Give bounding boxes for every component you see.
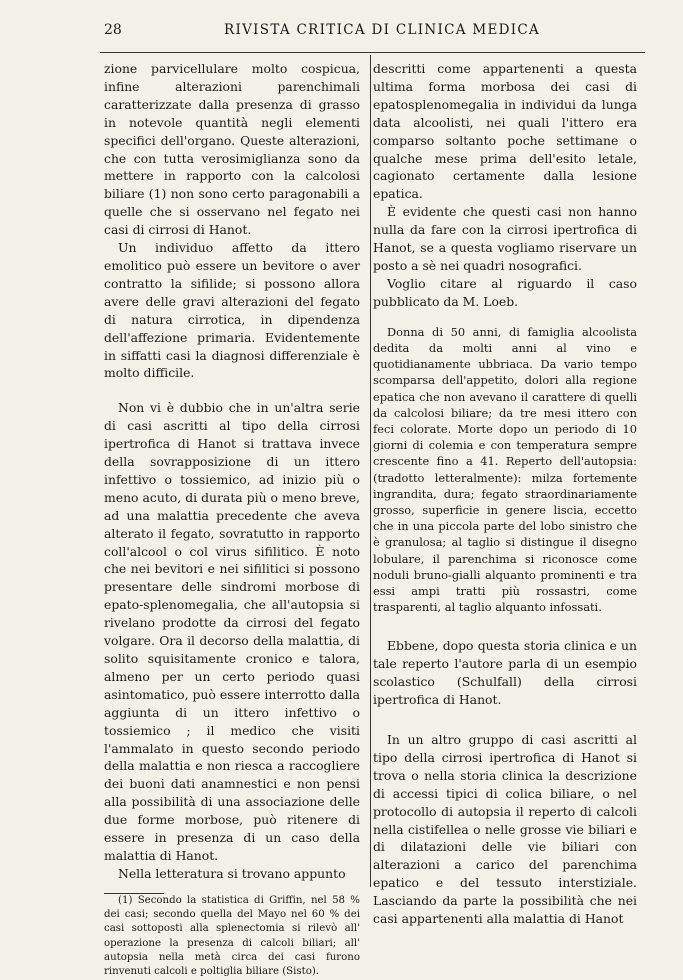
paragraph: Ebbene, dopo questa storia clinica e un tale reperto l'autore parla di un esempio scolastico (Schulfall) della cirrosi ipertrofica di Hanot. — [373, 638, 637, 708]
paragraph: zione parvicellulare molto cospicua, infine alterazioni parenchimali caratterizzate dalla presenza di grasso in notevole quantità negli elementi specifici dell'organo. Queste alterazioni, che con tutta verosimiglianza sono da mettere in rapporto con la calcolosi biliare (1) non sono certo paragonabili a quelle che si osservano nel fegato nei casi di cirrosi di Hanot. — [104, 61, 360, 238]
header-rule — [100, 52, 645, 53]
paragraph: In un altro gruppo di casi ascritti al tipo della cirrosi ipertrofica di Hanot si trova o nella storia clinica la descrizione di accessi tipici di colica biliare, o nel protocollo di autopsia il reperto di calcoli nella cistifellea o nelle grosse vie biliari e di dilatazioni delle vie biliari con alterazioni a carico del parenchima epatico e del tessuto interstiziale. Lasciando da parte la possibilità che nei casi appartenenti alla malattia di Hanot — [373, 731, 637, 927]
right-column — [373, 60, 637, 928]
paragraph: Voglio citare al riguardo il caso pubblicato da M. Loeb. — [373, 275, 637, 309]
paragraph: Non vi è dubbio che in un'altra serie di casi ascritti al tipo della cirrosi ipertrofica di Hanot si trattava invece della sovrapposizione di un ittero infettivo o tossiemico, ad inizio più o meno acuto, di durata più o meno breve, ad una malattia precedente che aveva alterato il fegato, sovratutto in rapporto coll'alcool o col virus sifilitico. È noto che nei bevitori e nei sifilitici si possono presentare delle sindromi morbose di epato-splenomegalia, che all'autopsia si rivelano prodotte da cirrosi del fegato volgare. Ora il decorso della malattia, di solito squisitamente cronico e talora, almeno per un certo periodo quasi asintomatico, può essere interrotto dalla aggiunta di un ittero infettivo o tossiemico ; il medico che visiti l'ammalato in questo secondo periodo della malattia e non riesca a raccogliere dei buoni dati anamnestici e non pensi alla possibilità di una associazione delle due forme morbose, può ritenere di essere in presenza di un caso della malattia di Hanot. — [104, 400, 360, 863]
paragraph: Nella letteratura si trovano appunto — [118, 865, 346, 881]
column-divider — [370, 55, 371, 887]
case-report: Donna di 50 anni, di famiglia alcoolista dedita da molti anni al vino e quotidianamente ubbriaca. Da vario tempo scomparsa dell'appetito, dolori alla regione epatica che non avevano il carattere di quelli da calcolosi biliare; da tre mesi ittero con feci colorate. Morte dopo un periodo di 10 giorni di colemia e con temperatura sempre crescente fino a 41. Reperto dell'autopsia: (tradotto letteralmente): milza fortemente ingrandita, dura; fegato straordinariamente grosso, superficie in genere liscia, eccetto che in una piccola parte del lobo sinistro che è granulosa; al taglio si distingue il disegno lobulare, il parenchima si riconosce come noduli bruno-gialli alquanto prominenti e tra essi ampi tratti più rossastri, come trasparenti, al taglio alquanto infossati. — [373, 324, 637, 615]
running-title: RIVISTA CRITICA DI CLINICA MEDICA — [224, 22, 541, 38]
paragraph: descritti come appartenenti a questa ultima forma morbosa dei casi di epatosplenomegalia in individui da lunga data alcoolisti, nei quali l'ittero era comparso soltanto poche settimane o qualche mese prima dell'esito letale, cagionato certamente dalla lesione epatica. — [373, 61, 637, 202]
paragraph: Un individuo affetto da ittero emolitico può essere un bevitore o aver contratto la sifilide; si possono allora avere delle gravi alterazioni del fegato di natura cirrotica, in dipendenza dell'affezione primaria. Evidentemente in siffatti casi la diagnosi differenziale è molto difficile. — [104, 240, 360, 381]
page-number: 28 — [104, 22, 122, 38]
paragraph: È evidente che questi casi non hanno nulla da fare con la cirrosi ipertrofica di Hanot, se a questa vogliamo riservare un posto a sè nei quadri nosografici. — [373, 204, 637, 273]
left-column — [104, 60, 360, 980]
page-header — [104, 22, 639, 42]
footnote: (1) Secondo la statistica di Griffin, nel 58 % dei casi; secondo quella del Mayo nel 60 % dei casi sottoposti alla splenectomia si rilevò all' operazione la presenza di calcoli biliari; all' autopsia nella metà circa dei casi furono rinvenuti calcoli e poltiglia biliare (Sisto). — [104, 894, 360, 978]
